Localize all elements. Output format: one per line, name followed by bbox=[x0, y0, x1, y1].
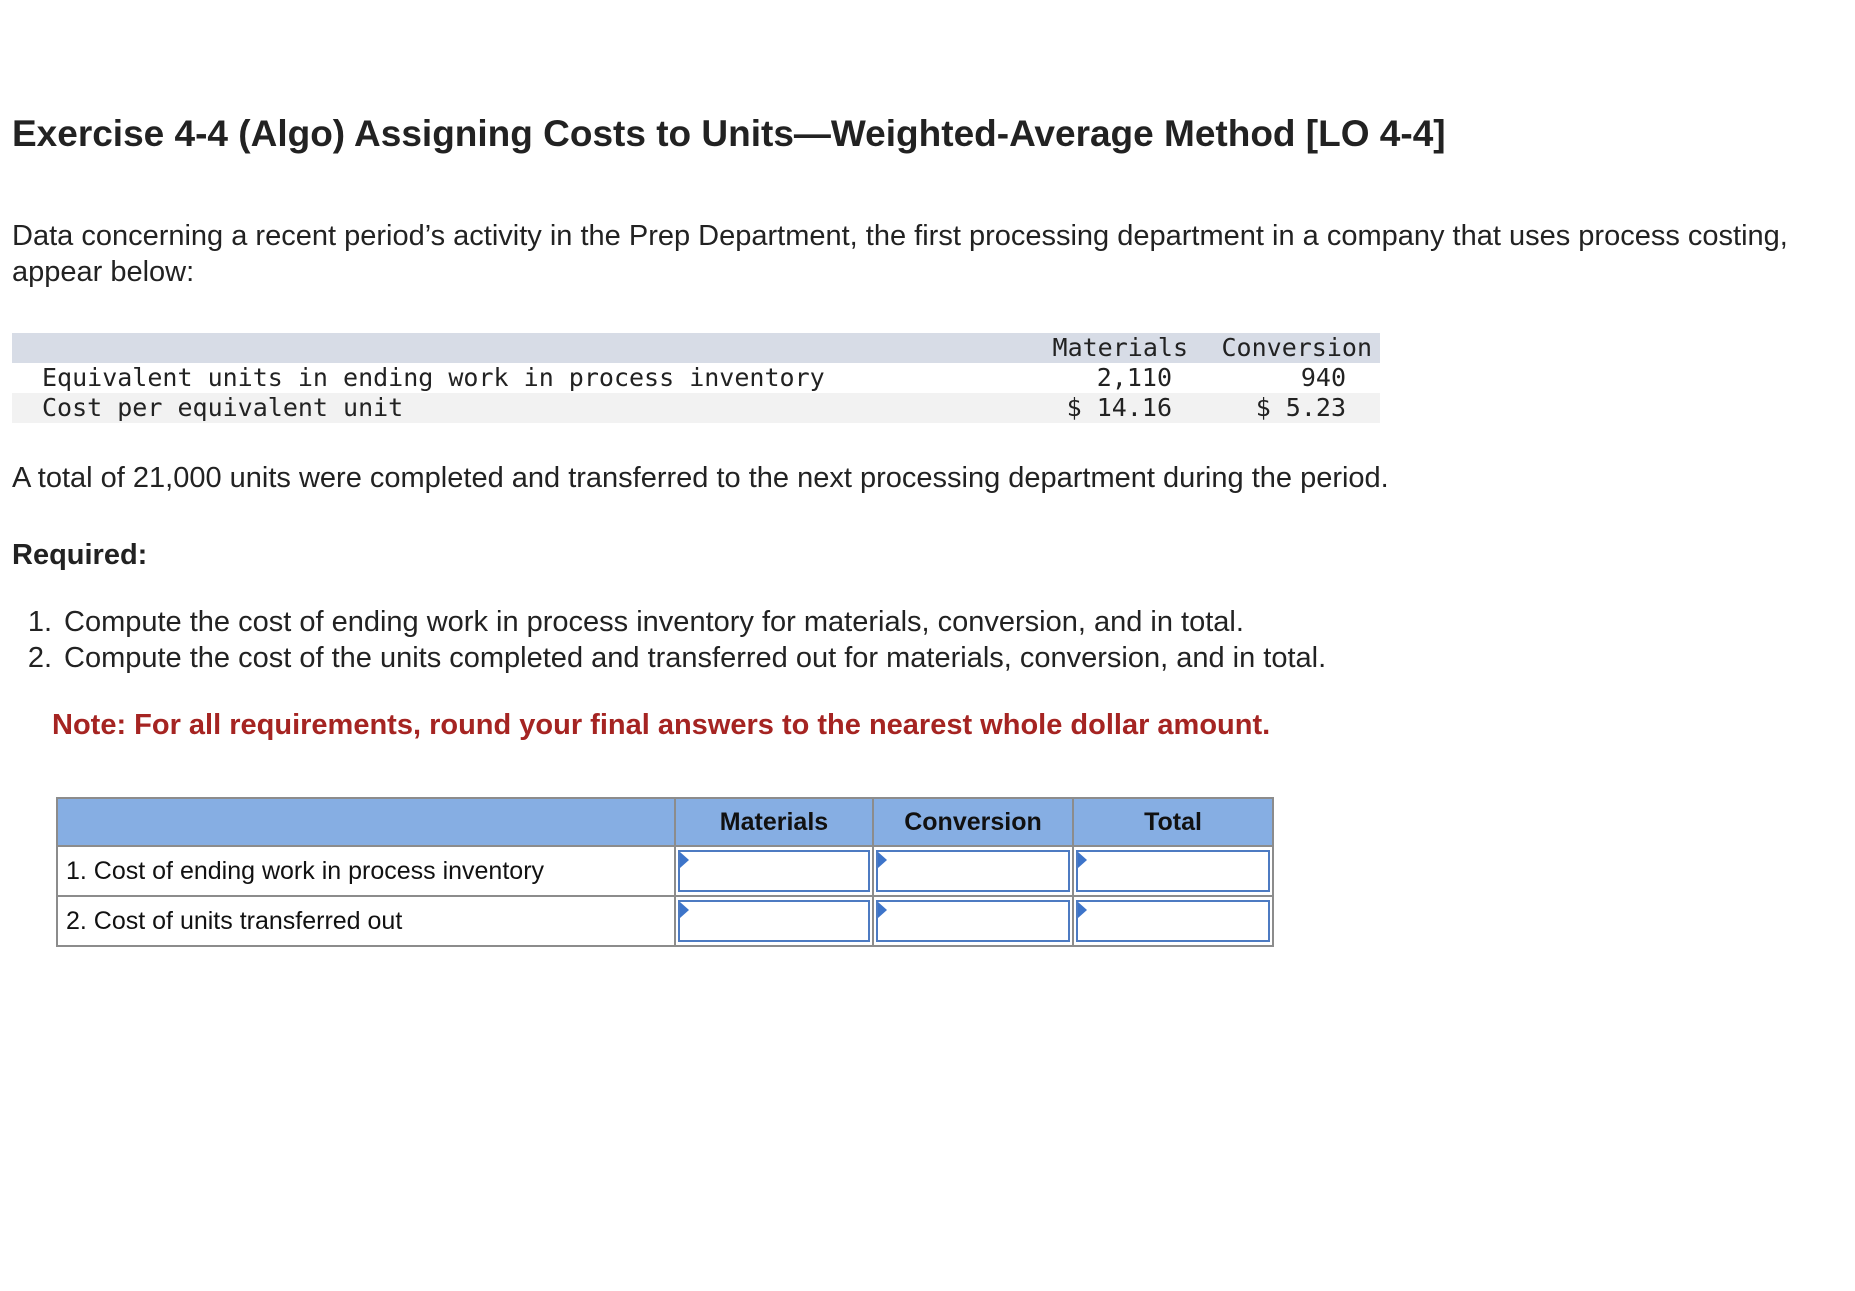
ending-wip-materials-input[interactable] bbox=[680, 852, 868, 890]
flag-icon bbox=[680, 852, 689, 868]
transferred-out-total-input[interactable] bbox=[1078, 902, 1268, 940]
materials-cell bbox=[675, 846, 873, 896]
flag-icon bbox=[680, 902, 689, 918]
data-table-header-row bbox=[12, 333, 1380, 363]
answer-row-transferred-out bbox=[57, 896, 1273, 946]
requirements-list bbox=[12, 604, 1326, 676]
transferred-out-materials-input[interactable] bbox=[680, 902, 868, 940]
input-box bbox=[678, 900, 870, 942]
rounding-note: Note: For all requirements, round your final answers to the nearest whole dollar amount. bbox=[52, 709, 1271, 741]
requirement-number: 2. bbox=[27, 642, 52, 674]
flag-icon bbox=[1078, 902, 1087, 918]
data-table-row bbox=[12, 393, 1380, 423]
data-table-row bbox=[12, 363, 1380, 393]
answer-header-row bbox=[57, 798, 1273, 846]
data-row-conversion: 940 bbox=[1300, 363, 1346, 392]
flag-icon bbox=[878, 902, 887, 918]
units-paragraph: A total of 21,000 units were completed and transferred to the next processing department during the period. bbox=[12, 462, 1389, 494]
requirement-item bbox=[12, 640, 1326, 676]
answer-table bbox=[56, 797, 1274, 947]
input-box bbox=[1076, 900, 1270, 942]
exercise-title: Exercise 4-4 (Algo) Assigning Costs to Units—Weighted-Average Method [LO 4-4] bbox=[12, 113, 1446, 154]
data-row-materials: 2,110 bbox=[1096, 363, 1172, 392]
answer-header-blank bbox=[57, 798, 675, 846]
requirement-number: 1. bbox=[27, 606, 52, 638]
intro-text: Data concerning a recent period’s activity in the Prep Department, the first processing department in a company that uses process costing, appear below: bbox=[12, 220, 1788, 288]
answer-row-label: 1. Cost of ending work in process inventory bbox=[57, 846, 675, 896]
required-heading: Required: bbox=[12, 539, 148, 571]
flag-icon bbox=[878, 852, 887, 868]
data-row-conversion: $ 5.23 bbox=[1255, 393, 1346, 422]
requirement-text: Compute the cost of the units completed and transferred out for materials, conversion, and in total. bbox=[64, 642, 1327, 674]
total-cell bbox=[1073, 896, 1273, 946]
transferred-out-conversion-input[interactable] bbox=[878, 902, 1068, 940]
data-row-materials: $ 14.16 bbox=[1066, 393, 1172, 422]
materials-cell bbox=[675, 896, 873, 946]
data-table bbox=[12, 333, 1380, 423]
data-row-label: Cost per equivalent unit bbox=[42, 393, 404, 422]
answer-row-ending-wip bbox=[57, 846, 1273, 896]
input-box bbox=[678, 850, 870, 892]
data-row-label: Equivalent units in ending work in process inventory bbox=[42, 363, 825, 392]
answer-header-conversion: Conversion bbox=[873, 798, 1073, 846]
answer-header-total: Total bbox=[1073, 798, 1273, 846]
requirement-item bbox=[12, 604, 1326, 640]
conversion-cell bbox=[873, 846, 1073, 896]
input-box bbox=[1076, 850, 1270, 892]
flag-icon bbox=[1078, 852, 1087, 868]
ending-wip-total-input[interactable] bbox=[1078, 852, 1268, 890]
data-header-materials: Materials bbox=[1052, 333, 1188, 362]
ending-wip-conversion-input[interactable] bbox=[878, 852, 1068, 890]
requirement-text: Compute the cost of ending work in process inventory for materials, conversion, and in total. bbox=[64, 606, 1244, 638]
input-box bbox=[876, 850, 1070, 892]
input-box bbox=[876, 900, 1070, 942]
answer-header-materials: Materials bbox=[675, 798, 873, 846]
data-header-conversion: Conversion bbox=[1221, 333, 1372, 362]
answer-row-label: 2. Cost of units transferred out bbox=[57, 896, 675, 946]
conversion-cell bbox=[873, 896, 1073, 946]
total-cell bbox=[1073, 846, 1273, 896]
